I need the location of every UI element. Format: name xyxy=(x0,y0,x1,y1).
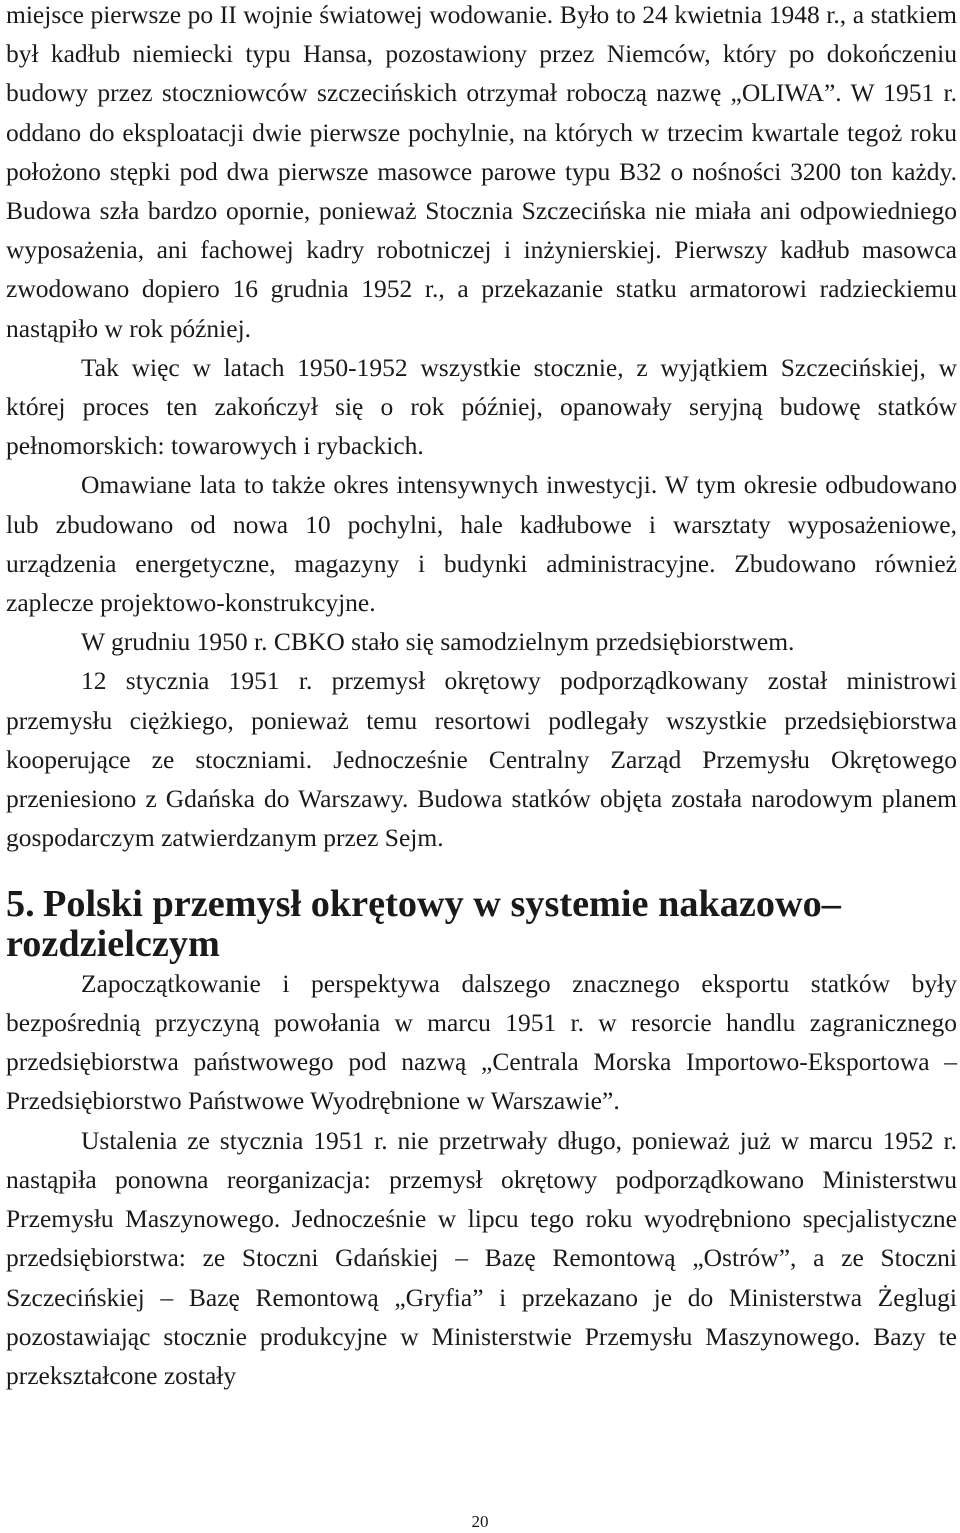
document-page xyxy=(6,0,957,1395)
paragraph-reorganization: Ustalenia ze stycznia 1951 r. nie przetrwały długo, ponieważ już w marcu 1952 r. nastąpiła ponowna reorganizacja: przemysł okrętowy podporządkowano Ministerstwu Przemysłu Maszynowego. Jednocześnie w lipcu tego roku wyodrębniono specjalistyczne przedsiębiorstwa: ze Stoczni Gdańskiej – Bazę Remontową „Ostrów”, a ze Stoczni Szczecińskiej – Bazę Remontową „Gryfia” i przekazano je do Ministerstwa Żeglugi pozostawiając stocznie produkcyjne w Ministerstwie Przemysłu Maszynowego. Bazy te przekształcone zostały xyxy=(6,1125,957,1390)
page-number: 20 xyxy=(471,1512,489,1531)
paragraph-cbko: W grudniu 1950 r. CBKO stało się samodzielnym przedsiębiorstwem. xyxy=(81,627,795,657)
paragraph-investments: Omawiane lata to także okres intensywnych inwestycji. W tym okresie odbudowano lub zbudowano od nowa 10 pochylni, hale kadłubowe i warsztaty wyposażeniowe, urządzenia energetyczne, magazyny i budynki administracyjne. Zbudowano również zaplecze projektowo-konstrukcyjne. xyxy=(6,470,957,618)
section-number: 5. xyxy=(6,883,35,926)
paragraph-centrala-morska: Zapoczątkowanie i perspektywa dalszego znacznego eksportu statków były bezpośrednią przyczyną powołania w marcu 1951 r. w resorcie handlu zagranicznego przedsiębiorstwa państwowego pod nazwą „Centrala Morska Importowo-Eksportowa – Przedsiębiorstwo Państwowe Wyodrębnione w Warszawie”. xyxy=(6,968,957,1116)
paragraph-serial-production: Tak więc w latach 1950-1952 wszystkie stocznie, z wyjątkiem Szczecińskiej, w której proces ten zakończył się o rok później, opanowały seryjną budowę statków pełnomorskich: towarowych i rybackich. xyxy=(6,352,957,461)
section-heading xyxy=(6,885,957,963)
section-title: Polski przemysł okrętowy w systemie nakazowo–rozdzielczym xyxy=(6,883,841,965)
paragraph-ministry-heavy-industry: 12 stycznia 1951 r. przemysł okrętowy podporządkowany został ministrowi przemysłu ciężkiego, ponieważ temu resortowi podlegały wszystkie przedsiębiorstwa kooperujące ze stoczniami. Jednocześnie Centralny Zarząd Przemysłu Okrętowego przeniesiono z Gdańska do Warszawy. Budowa statków objęta została narodowym planem gospodarczym zatwierdzanym przez Sejm. xyxy=(6,666,957,853)
paragraph-shipyard-szczecin: miejsce pierwsze po II wojnie światowej wodowanie. Było to 24 kwietnia 1948 r., a statkiem był kadłub niemiecki typu Hansa, pozostawiony przez Niemców, który po dokończeniu budowy przez stoczniowców szczecińskich otrzymał roboczą nazwę „OLIWA”. W 1951 r. oddano do eksploatacji dwie pierwsze pochylnie, na których w trzecim kwartale tegoż roku położono stępki pod dwa pierwsze masowce parowe typu B32 o nośności 3200 ton każdy. Budowa szła bardzo opornie, ponieważ Stocznia Szczecińska nie miała ani odpowiedniego wyposażenia, ani fachowej kadry robotniczej i inżynierskiej. Pierwszy kadłub masowca zwodowano dopiero 16 grudnia 1952 r., a przekazanie statku armatorowi radzieckiemu nastąpiło w rok później. xyxy=(6,0,957,343)
